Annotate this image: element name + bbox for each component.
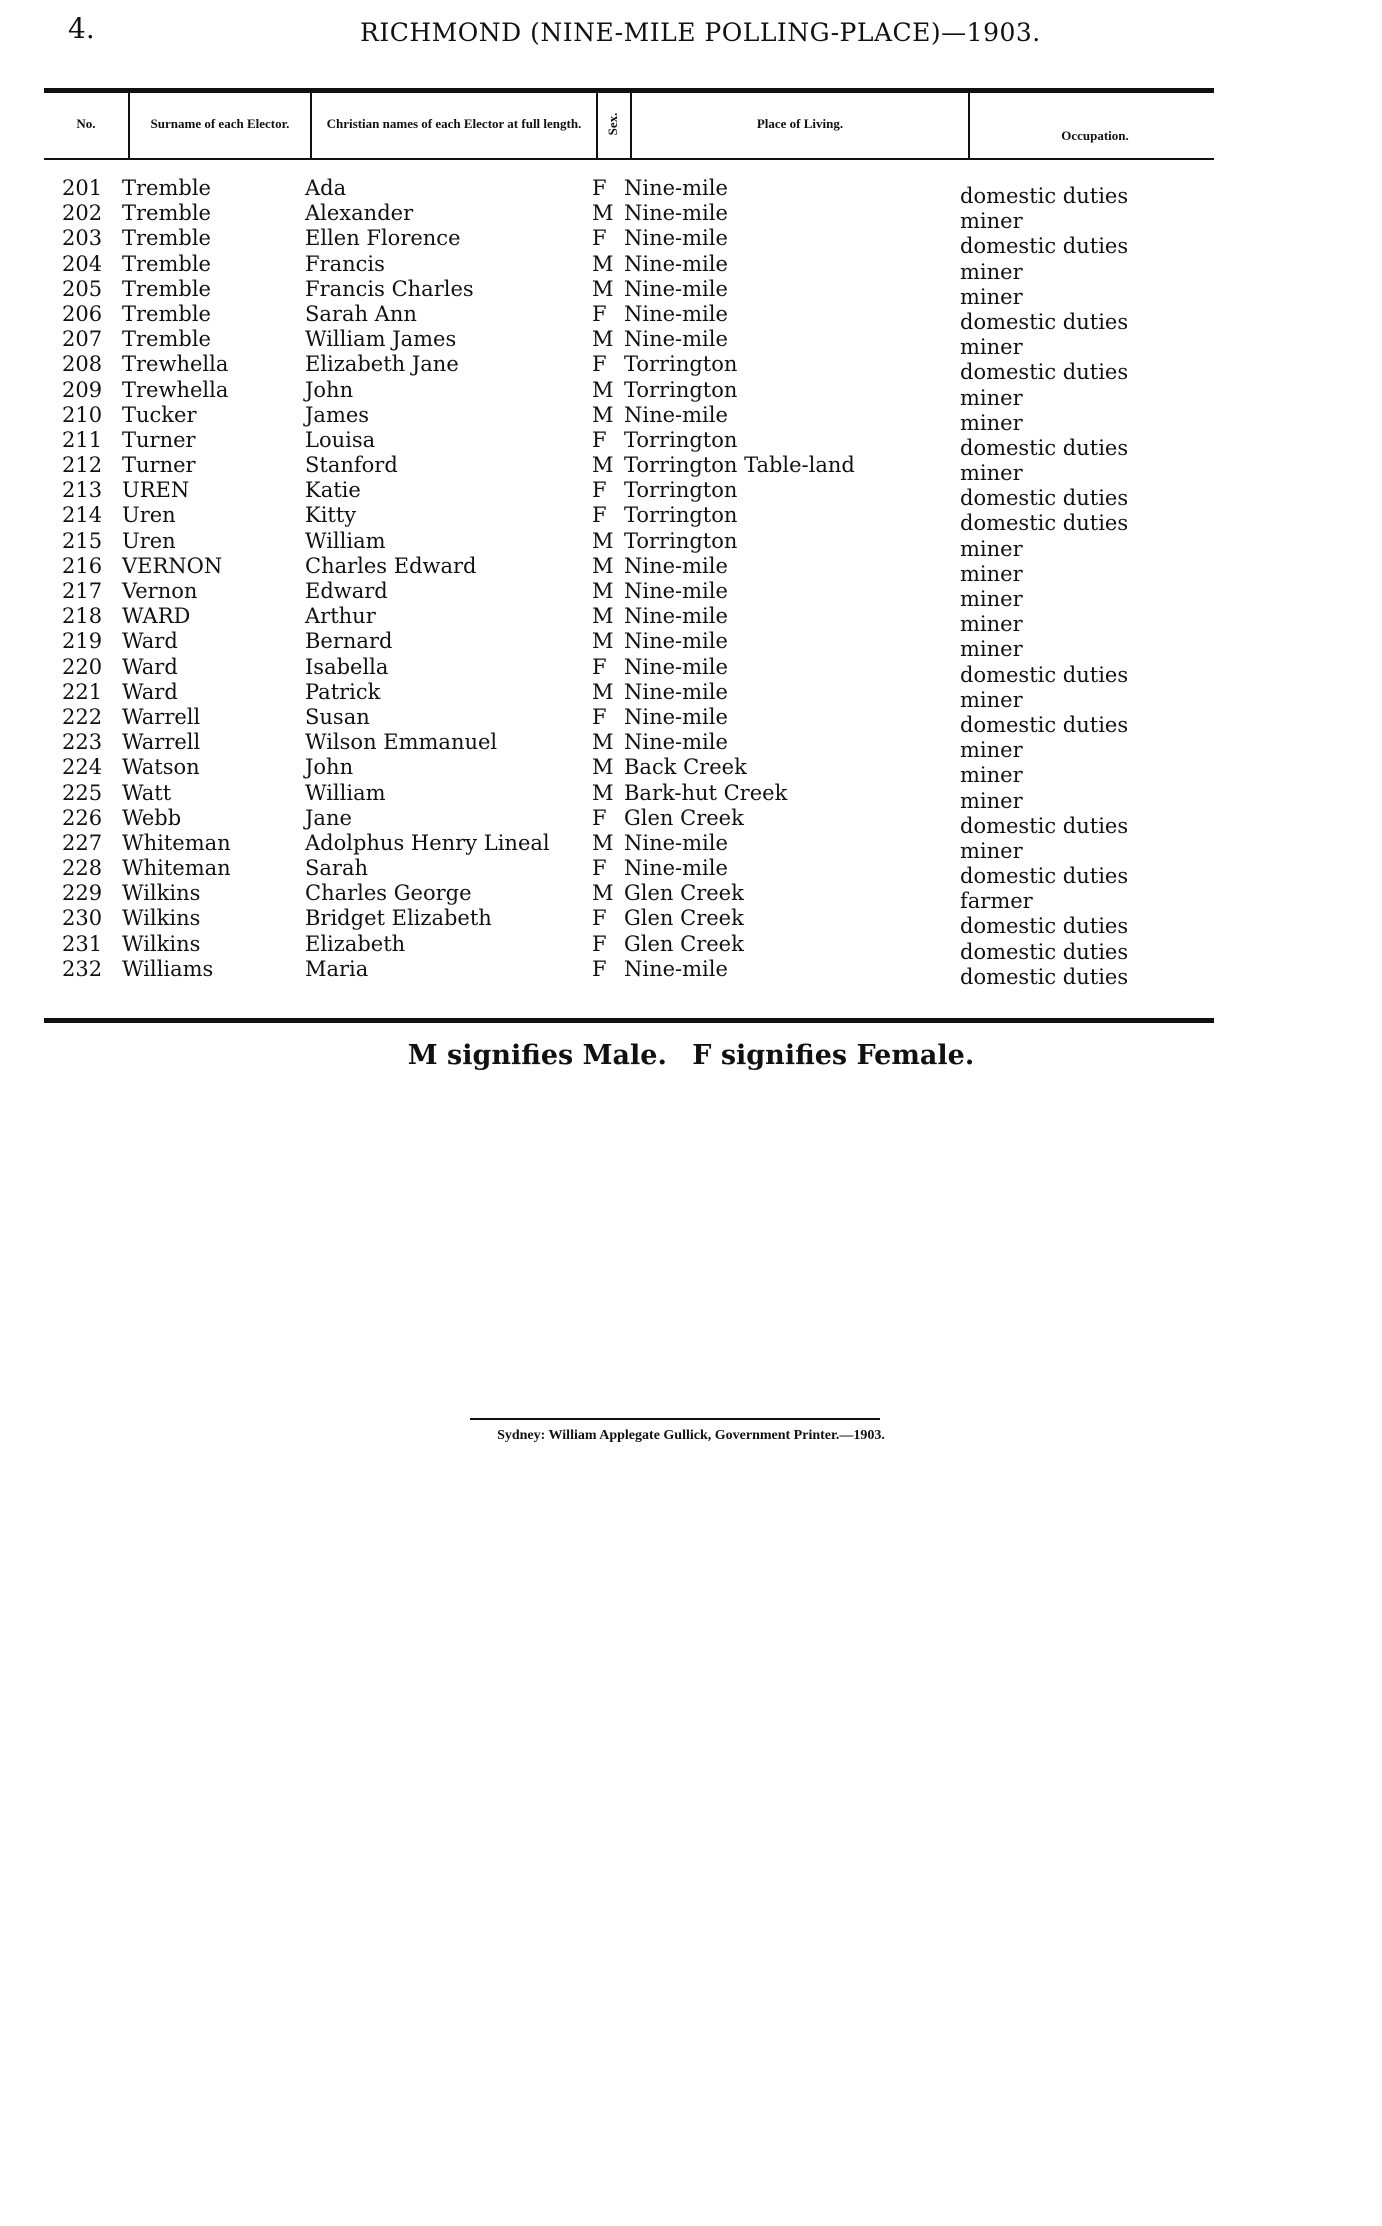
elector-number: 217 (62, 579, 103, 603)
elector-place-of-living: Nine-mile (624, 301, 728, 326)
elector-surname: Tremble (122, 226, 211, 251)
elector-christian-names: William (305, 528, 386, 553)
elector-christian-names: Bridget Elizabeth (305, 906, 492, 931)
elector-christian-names: James (305, 402, 370, 427)
elector-surname: Uren (122, 503, 176, 528)
table-row (0, 377, 1382, 410)
elector-surname: Uren (122, 528, 176, 553)
elector-surname: Ward (122, 679, 178, 704)
elector-place-of-living: Nine-mile (624, 553, 728, 578)
elector-surname: Tremble (122, 251, 211, 276)
elector-surname: VERNON (122, 553, 223, 578)
table-row (0, 755, 1382, 788)
elector-place-of-living: Nine-mile (624, 276, 728, 301)
elector-christian-names: Francis Charles (305, 276, 474, 301)
table-row (0, 780, 1382, 813)
elector-sex: M (592, 755, 614, 780)
elector-occupation: miner (960, 687, 1023, 712)
table-row (0, 629, 1382, 662)
elector-number: 219 (62, 629, 103, 654)
elector-surname: Turner (122, 427, 196, 452)
elector-sex: M (592, 830, 614, 855)
table-row (0, 679, 1382, 712)
elector-christian-names: Charles George (305, 881, 472, 906)
elector-sex: F (592, 805, 607, 830)
elector-sex: M (592, 604, 614, 629)
elector-place-of-living: Nine-mile (624, 251, 728, 276)
elector-sex: F (592, 427, 607, 452)
elector-surname: Watson (122, 755, 200, 780)
elector-christian-names: Arthur (305, 604, 376, 629)
elector-occupation: miner (960, 587, 1023, 611)
elector-surname: Wilkins (122, 881, 201, 906)
elector-place-of-living: Torrington (624, 503, 738, 528)
elector-number: 212 (62, 453, 103, 478)
elector-sex: F (592, 176, 607, 200)
elector-place-of-living: Nine-mile (624, 856, 728, 881)
column-divider (310, 88, 312, 158)
elector-surname: Turner (122, 453, 196, 478)
elector-occupation: miner (960, 385, 1023, 410)
elector-surname: Warrell (122, 730, 201, 755)
column-header-christian-names: Christian names of each Elector at full length. (326, 115, 582, 131)
elector-sex: F (592, 503, 607, 528)
elector-place-of-living: Torrington (624, 352, 738, 377)
elector-occupation: domestic duties (960, 964, 1129, 989)
column-header-surname: Surname of each Elector. (150, 115, 290, 131)
elector-place-of-living: Nine-mile (624, 830, 728, 855)
elector-place-of-living: Nine-mile (624, 402, 728, 427)
table-row (0, 579, 1382, 611)
elector-occupation: miner (960, 335, 1023, 360)
elector-sex: M (592, 327, 614, 352)
elector-occupation: domestic duties (960, 864, 1129, 889)
elector-christian-names: John (305, 377, 354, 402)
elector-surname: Tucker (122, 402, 197, 427)
elector-list (0, 176, 1382, 989)
elector-place-of-living: Nine-mile (624, 226, 728, 251)
elector-sex: F (592, 906, 607, 931)
elector-sex: M (592, 377, 614, 402)
legend-male: M signifies Male. (407, 1040, 667, 1071)
elector-number: 206 (62, 301, 103, 326)
column-divider (968, 88, 970, 158)
elector-number: 222 (62, 704, 103, 729)
elector-number: 209 (62, 377, 103, 402)
elector-occupation: domestic duties (960, 360, 1129, 385)
elector-number: 211 (62, 427, 103, 452)
elector-place-of-living: Nine-mile (624, 679, 728, 704)
elector-occupation: domestic duties (960, 435, 1129, 460)
printer-imprint: Sydney: William Applegate Gullick, Government Printer.—1903. (497, 1428, 885, 1443)
elector-place-of-living: Nine-mile (624, 956, 728, 981)
table-row (0, 503, 1382, 536)
elector-place-of-living: Back Creek (624, 755, 747, 780)
elector-sex: F (592, 931, 607, 956)
sex-legend (0, 1040, 1382, 1071)
elector-christian-names: Charles Edward (305, 553, 477, 578)
elector-surname: Whiteman (122, 856, 231, 881)
table-row (0, 251, 1382, 284)
elector-number: 203 (62, 226, 103, 251)
elector-christian-names: Edward (305, 579, 388, 603)
table-bottom-rule (44, 1018, 1214, 1023)
elector-christian-names: Maria (305, 956, 369, 981)
elector-occupation: domestic duties (960, 662, 1129, 687)
elector-occupation: miner (960, 612, 1023, 637)
elector-place-of-living: Torrington (624, 377, 738, 402)
table-row (0, 352, 1382, 385)
elector-number: 215 (62, 528, 103, 553)
elector-christian-names: Kitty (305, 503, 357, 528)
elector-sex: M (592, 251, 614, 276)
elector-number: 205 (62, 276, 103, 301)
elector-number: 220 (62, 654, 103, 679)
elector-occupation: domestic duties (960, 813, 1129, 838)
column-header-occupation: Occupation. (1061, 127, 1129, 143)
elector-christian-names: William (305, 780, 386, 805)
column-divider (128, 88, 130, 158)
elector-surname: Ward (122, 654, 178, 679)
table-row (0, 176, 1382, 208)
elector-place-of-living: Nine-mile (624, 730, 728, 755)
elector-occupation: miner (960, 738, 1023, 763)
elector-number: 221 (62, 679, 103, 704)
elector-christian-names: Ellen Florence (305, 226, 461, 251)
elector-occupation: miner (960, 637, 1023, 662)
table-row (0, 327, 1382, 360)
table-row (0, 226, 1382, 259)
elector-occupation: miner (960, 561, 1023, 586)
elector-occupation: miner (960, 209, 1023, 234)
elector-number: 230 (62, 906, 103, 931)
table-row (0, 478, 1382, 511)
elector-christian-names: Alexander (305, 201, 414, 226)
table-row (0, 805, 1382, 838)
table-row (0, 553, 1382, 586)
legend-female: F signifies Female. (692, 1040, 975, 1071)
table-row (0, 402, 1382, 435)
elector-surname: Ward (122, 629, 178, 654)
elector-sex: M (592, 528, 614, 553)
elector-sex: M (592, 579, 614, 603)
elector-sex: F (592, 226, 607, 251)
elector-place-of-living: Torrington Table-land (624, 453, 855, 478)
elector-christian-names: Susan (305, 704, 370, 729)
elector-occupation: domestic duties (960, 234, 1129, 259)
elector-surname: Vernon (122, 579, 198, 603)
elector-occupation: domestic duties (960, 309, 1129, 334)
elector-occupation: miner (960, 259, 1023, 284)
table-row (0, 427, 1382, 460)
elector-place-of-living: Nine-mile (624, 176, 728, 200)
header-top-rule (44, 88, 1214, 93)
elector-christian-names: Jane (305, 805, 352, 830)
table-row (0, 301, 1382, 334)
elector-occupation: domestic duties (960, 914, 1129, 939)
elector-sex: F (592, 478, 607, 503)
elector-place-of-living: Nine-mile (624, 604, 728, 629)
elector-occupation: miner (960, 763, 1023, 788)
elector-number: 214 (62, 503, 103, 528)
elector-surname: Warrell (122, 704, 201, 729)
page-number: 4. (68, 12, 95, 45)
elector-occupation: domestic duties (960, 511, 1129, 536)
elector-surname: Tremble (122, 276, 211, 301)
elector-number: 231 (62, 931, 103, 956)
elector-sex: F (592, 654, 607, 679)
table-row (0, 956, 1382, 989)
elector-sex: M (592, 679, 614, 704)
elector-number: 226 (62, 805, 103, 830)
elector-surname: Trewhella (122, 377, 229, 402)
elector-number: 225 (62, 780, 103, 805)
elector-surname: Wilkins (122, 931, 201, 956)
elector-surname: Trewhella (122, 352, 229, 377)
page-title: RICHMOND (NINE-MILE POLLING-PLACE)—1903. (360, 18, 1041, 47)
elector-occupation: miner (960, 838, 1023, 863)
elector-christian-names: Adolphus Henry Lineal (305, 830, 550, 855)
elector-number: 218 (62, 604, 103, 629)
elector-sex: M (592, 402, 614, 427)
elector-number: 202 (62, 201, 103, 226)
table-row (0, 528, 1382, 561)
elector-christian-names: Francis (305, 251, 385, 276)
elector-surname: Tremble (122, 327, 211, 352)
elector-place-of-living: Torrington (624, 478, 738, 503)
table-row (0, 830, 1382, 863)
table-row (0, 881, 1382, 914)
table-row (0, 654, 1382, 687)
table-row (0, 931, 1382, 964)
elector-surname: Tremble (122, 301, 211, 326)
elector-occupation: miner (960, 788, 1023, 813)
table-row (0, 201, 1382, 234)
elector-christian-names: Wilson Emmanuel (305, 730, 498, 755)
elector-christian-names: Ada (305, 176, 347, 200)
elector-surname: WARD (122, 604, 191, 629)
elector-occupation: miner (960, 410, 1023, 435)
table-row (0, 453, 1382, 486)
table-row (0, 906, 1382, 939)
elector-sex: M (592, 553, 614, 578)
column-header-place: Place of Living. (756, 115, 844, 131)
elector-place-of-living: Nine-mile (624, 654, 728, 679)
elector-place-of-living: Torrington (624, 528, 738, 553)
elector-surname: UREN (122, 478, 190, 503)
elector-occupation: domestic duties (960, 939, 1129, 964)
elector-occupation: farmer (960, 889, 1033, 914)
elector-christian-names: Isabella (305, 654, 389, 679)
elector-number: 210 (62, 402, 103, 427)
elector-place-of-living: Glen Creek (624, 931, 744, 956)
elector-surname: Webb (122, 805, 182, 830)
elector-occupation: miner (960, 536, 1023, 561)
elector-number: 207 (62, 327, 103, 352)
elector-place-of-living: Torrington (624, 427, 738, 452)
elector-surname: Tremble (122, 201, 211, 226)
column-header-sex: Sex. (604, 112, 620, 136)
elector-christian-names: Louisa (305, 427, 376, 452)
elector-place-of-living: Glen Creek (624, 906, 744, 931)
table-row (0, 730, 1382, 763)
elector-number: 201 (62, 176, 103, 200)
column-header-no: No. (76, 115, 96, 131)
footer-rule (470, 1418, 880, 1420)
elector-christian-names: Patrick (305, 679, 381, 704)
elector-place-of-living: Bark-hut Creek (624, 780, 788, 805)
elector-surname: Whiteman (122, 830, 231, 855)
elector-christian-names: Elizabeth (305, 931, 406, 956)
elector-occupation: domestic duties (960, 486, 1129, 511)
table-row (0, 704, 1382, 737)
elector-number: 213 (62, 478, 103, 503)
elector-occupation: domestic duties (960, 712, 1129, 737)
elector-number: 229 (62, 881, 103, 906)
elector-sex: M (592, 453, 614, 478)
elector-surname: Tremble (122, 176, 211, 200)
elector-occupation: miner (960, 284, 1023, 309)
elector-place-of-living: Glen Creek (624, 805, 744, 830)
elector-place-of-living: Nine-mile (624, 201, 728, 226)
elector-christian-names: Katie (305, 478, 361, 503)
elector-sex: M (592, 276, 614, 301)
elector-surname: Williams (122, 956, 214, 981)
elector-number: 204 (62, 251, 103, 276)
elector-place-of-living: Nine-mile (624, 629, 728, 654)
elector-surname: Watt (122, 780, 172, 805)
elector-place-of-living: Nine-mile (624, 704, 728, 729)
elector-number: 223 (62, 730, 103, 755)
elector-christian-names: Sarah (305, 856, 368, 881)
elector-place-of-living: Nine-mile (624, 327, 728, 352)
elector-number: 224 (62, 755, 103, 780)
elector-surname: Wilkins (122, 906, 201, 931)
elector-sex: M (592, 780, 614, 805)
elector-occupation: miner (960, 461, 1023, 486)
elector-number: 228 (62, 856, 103, 881)
table-row (0, 856, 1382, 889)
elector-number: 232 (62, 956, 103, 981)
table-row (0, 276, 1382, 309)
elector-sex: M (592, 201, 614, 226)
header-bottom-rule (44, 158, 1214, 160)
elector-number: 208 (62, 352, 103, 377)
elector-sex: F (592, 704, 607, 729)
elector-sex: M (592, 629, 614, 654)
elector-sex: F (592, 856, 607, 881)
elector-sex: F (592, 301, 607, 326)
table-row (0, 604, 1382, 637)
elector-occupation: domestic duties (960, 184, 1129, 208)
elector-christian-names: John (305, 755, 354, 780)
elector-sex: F (592, 352, 607, 377)
elector-number: 216 (62, 553, 103, 578)
elector-christian-names: Sarah Ann (305, 301, 417, 326)
elector-place-of-living: Glen Creek (624, 881, 744, 906)
elector-christian-names: Stanford (305, 453, 398, 478)
elector-place-of-living: Nine-mile (624, 579, 728, 603)
elector-sex: M (592, 881, 614, 906)
elector-sex: M (592, 730, 614, 755)
elector-christian-names: Elizabeth Jane (305, 352, 459, 377)
elector-christian-names: William James (305, 327, 457, 352)
elector-sex: F (592, 956, 607, 981)
elector-christian-names: Bernard (305, 629, 393, 654)
elector-number: 227 (62, 830, 103, 855)
